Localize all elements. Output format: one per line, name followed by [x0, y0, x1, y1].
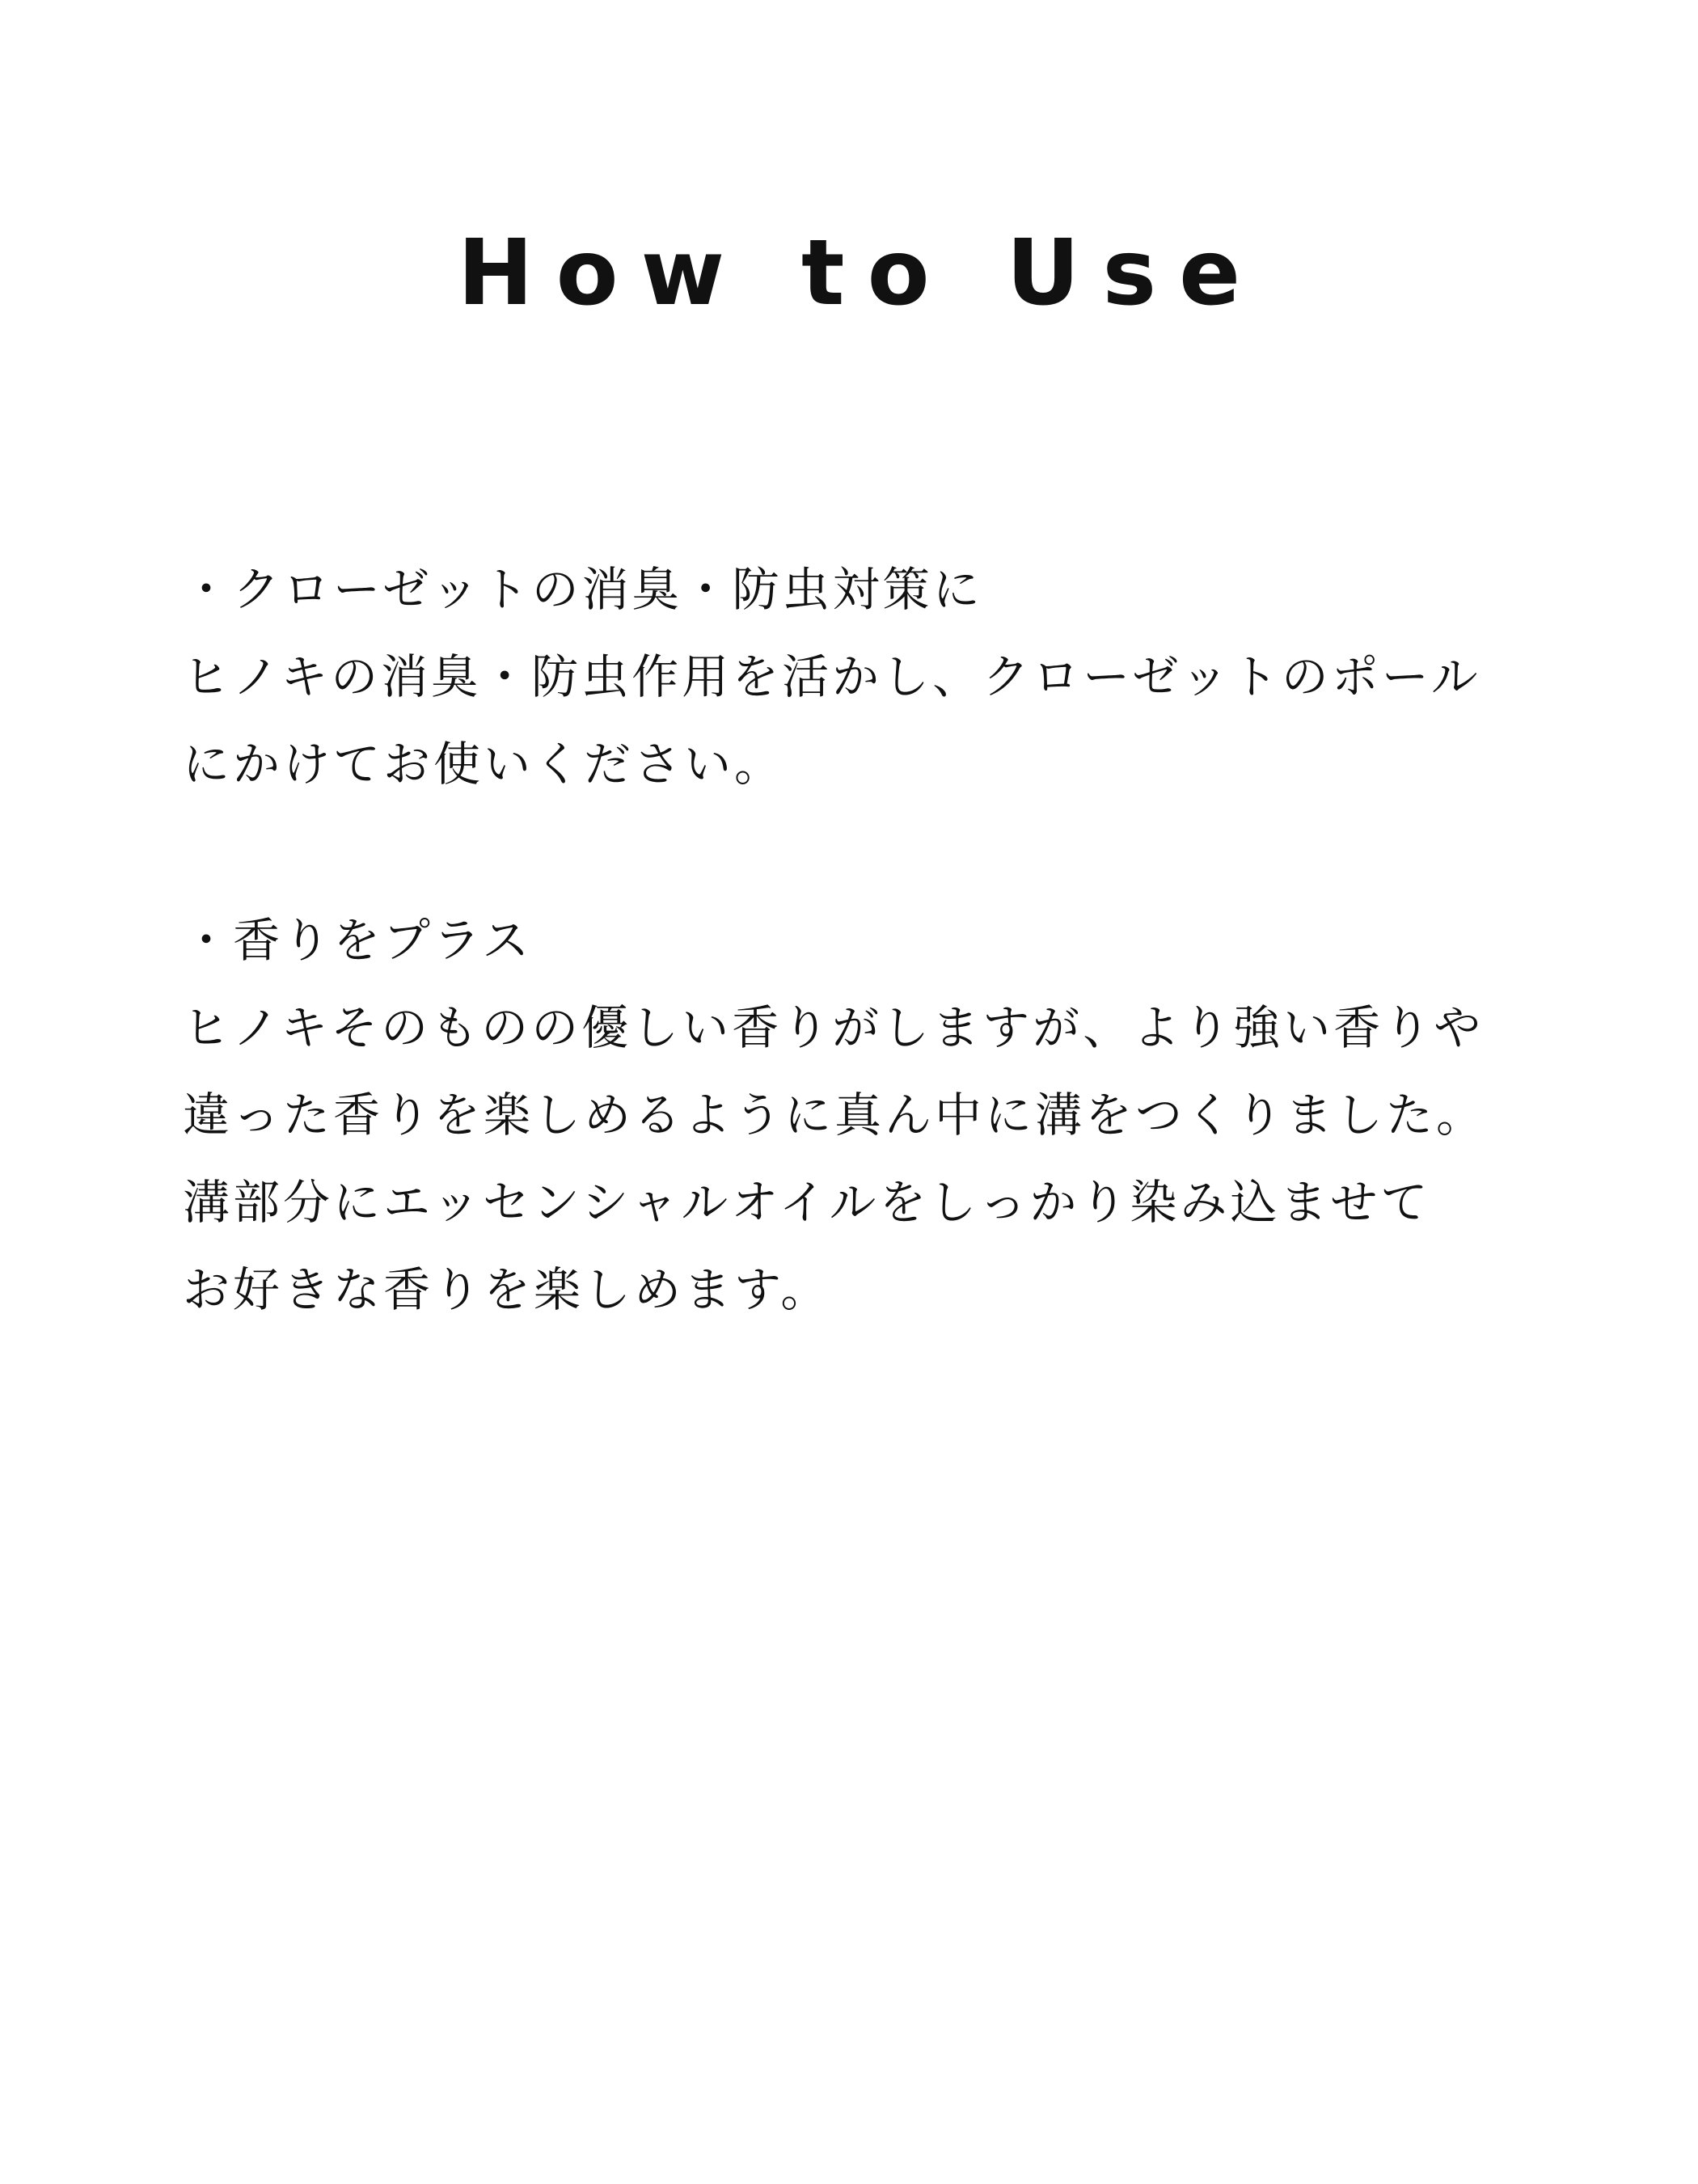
section-text-line: 違った香りを楽しめるように真ん中に溝をつくりました。 [183, 1088, 1487, 1143]
section-heading: ・クローゼットの消臭・防虫対策に [183, 562, 983, 617]
section-heading: ・香りをプラス [183, 913, 533, 968]
section-text-line: 溝部分にエッセンシャルオイルをしっかり染み込ませて [183, 1175, 1431, 1230]
section-text-line: お好きな香りを楽しめます。 [183, 1262, 831, 1317]
section-add-fragrance [183, 897, 1557, 1333]
usage-content [183, 546, 1557, 1422]
page-title: How to Use [457, 221, 1264, 326]
section-text-line: ヒノキの消臭・防虫作用を活かし、クローゼットのポール [183, 649, 1481, 704]
section-text-line: ヒノキそのものの優しい香りがしますが、より強い香りや [183, 1000, 1485, 1055]
section-text-line: にかけてお使いください。 [183, 737, 785, 792]
section-closet-deodorizing [183, 546, 1557, 808]
